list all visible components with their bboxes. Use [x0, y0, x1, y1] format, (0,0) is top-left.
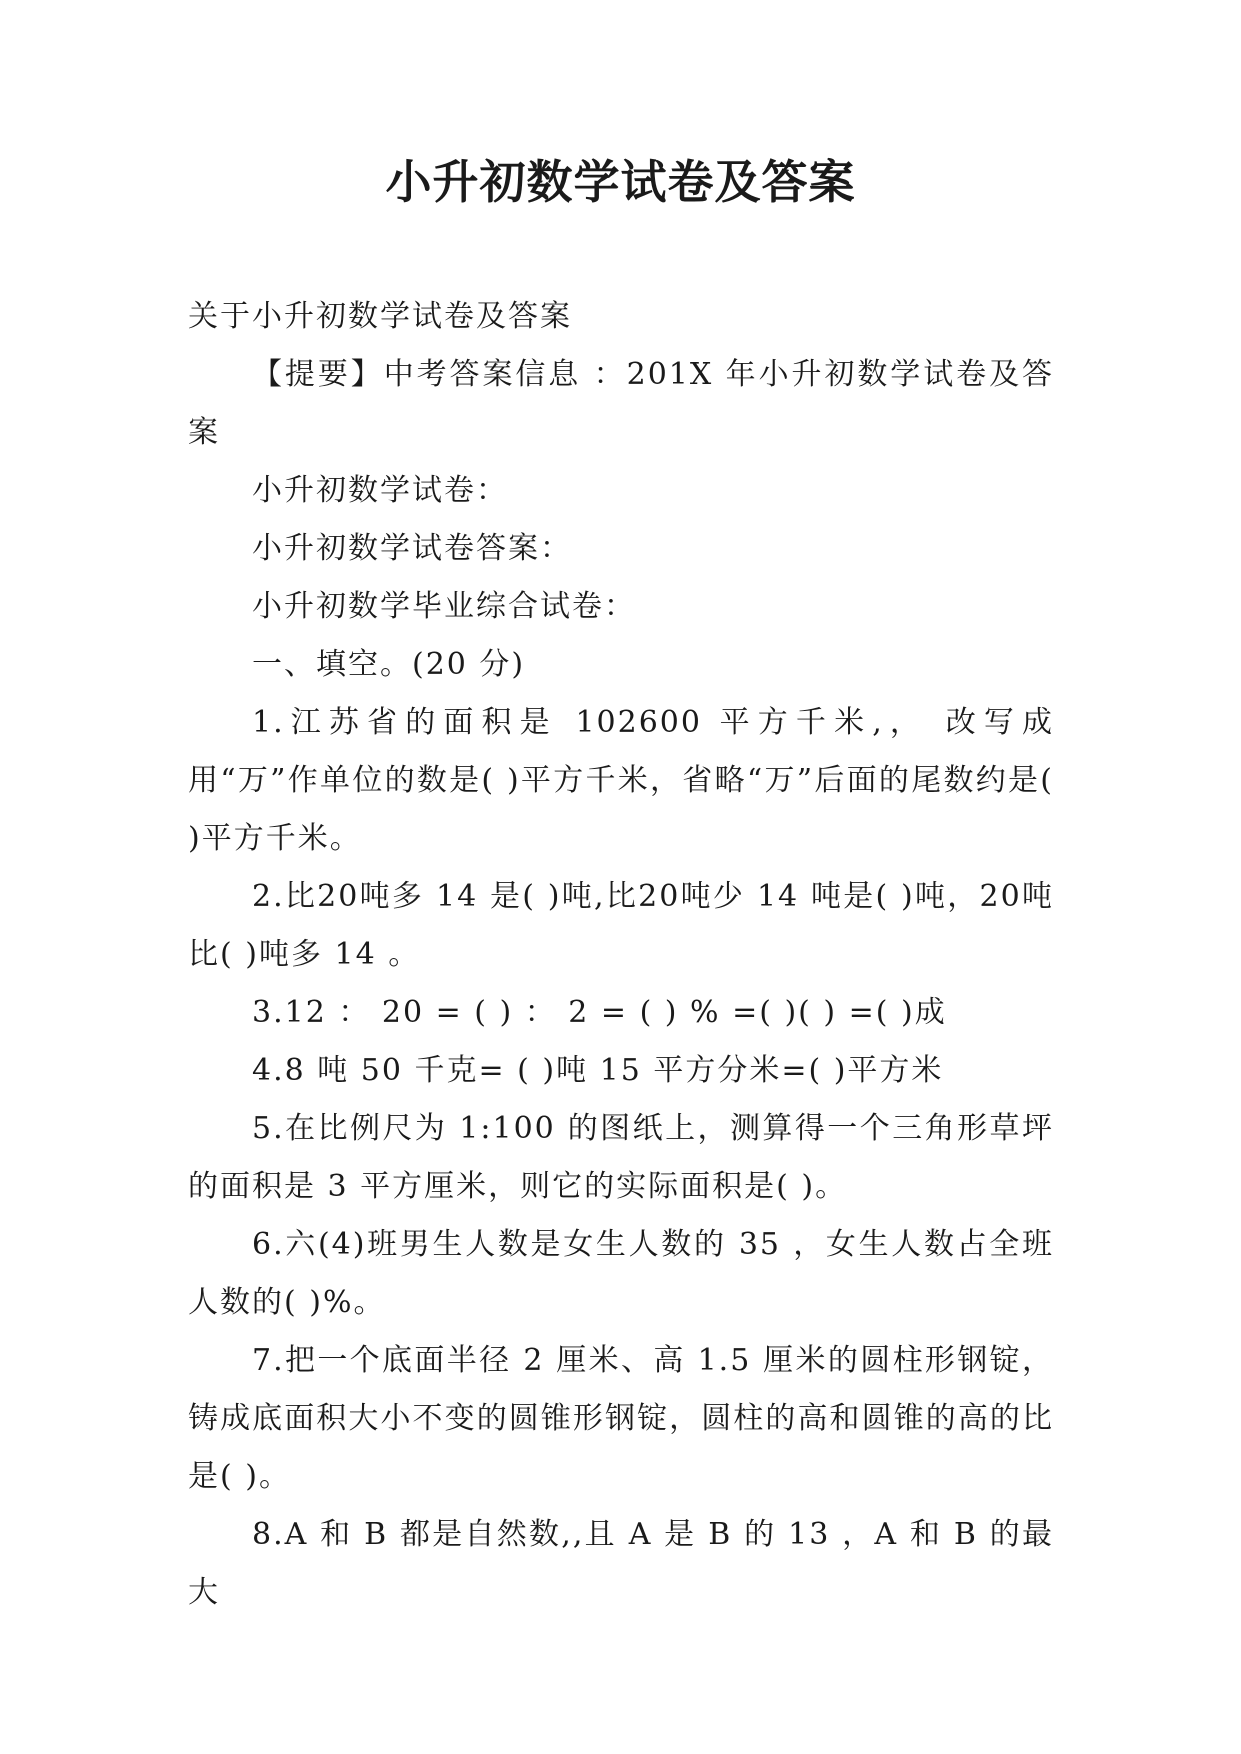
- paragraph-exam-heading: 小升初数学试卷：: [252, 473, 508, 508]
- question-7: 7.把一个底面半径 2 厘米、高 1.5 厘米的圆柱形钢锭，铸成底面积大小不变的圆锥形钢锭，圆柱的高和圆锥的高的比是( )。: [188, 1343, 1054, 1494]
- paragraph-intro: 关于小升初数学试卷及答案: [188, 299, 572, 334]
- question-2: 2.比20吨多 14 是( )吨,比20吨少 14 吨是( )吨，20吨比( )吨多 14 。: [188, 879, 1054, 972]
- paragraph-summary: 【提要】中考答案信息 ：201X 年小升初数学试卷及答案: [188, 357, 1054, 450]
- question-6: 6.六(4)班男生人数是女生人数的 35 ，女生人数占全班人数的( )%。: [188, 1227, 1054, 1320]
- question-4: 4.8 吨 50 千克= ( )吨 15 平方分米=( )平方米: [252, 1053, 944, 1088]
- question-1: 1.江苏省的面积是 102600 平方千米,， 改写成用“万”作单位的数是( )平方千米，省略“万”后面的尾数约是( )平方千米。: [188, 705, 1054, 856]
- question-5: 5.在比例尺为 1:100 的图纸上，测算得一个三角形草坪的面积是 3 平方厘米，则它的实际面积是( )。: [188, 1111, 1054, 1204]
- question-3: 3.12 ： 20 = ( ) ： 2 = ( ) % =( )( ) =( )成: [252, 995, 947, 1030]
- paragraph-answer-heading: 小升初数学试卷答案：: [252, 531, 572, 566]
- document-title: 小升初数学试卷及答案: [385, 155, 856, 209]
- document-body: [188, 288, 1054, 1622]
- question-8: 8.A 和 B 都是自然数,,且 A 是 B 的 13 ，A 和 B 的最大: [188, 1517, 1054, 1610]
- paragraph-comprehensive-heading: 小升初数学毕业综合试卷：: [252, 589, 636, 624]
- section-heading-fill-in: 一、填空。(20 分): [252, 647, 526, 682]
